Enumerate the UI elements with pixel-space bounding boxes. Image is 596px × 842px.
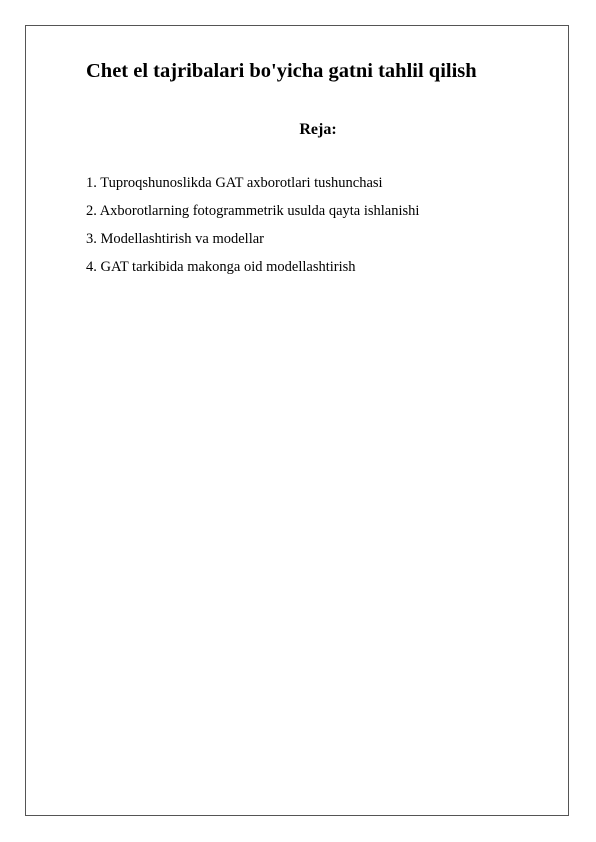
plan-heading: [0, 120, 596, 140]
plan-heading-text: Reja:: [299, 121, 337, 138]
plan-list: [86, 169, 419, 281]
plan-item-4: 4. GAT tarkibida makonga oid modellashtirish: [86, 259, 356, 275]
plan-item-1: 1. Tuproqshunoslikda GAT axborotlari tushunchasi: [86, 175, 383, 191]
plan-item-3: 3. Modellashtirish va modellar: [86, 231, 264, 247]
plan-item-2: 2. Axborotlarning fotogrammetrik usulda qayta ishlanishi: [86, 203, 420, 219]
document-title: Chet el tajribalari bo'yicha gatni tahlil qilish: [86, 60, 477, 82]
page-border: [25, 25, 569, 816]
